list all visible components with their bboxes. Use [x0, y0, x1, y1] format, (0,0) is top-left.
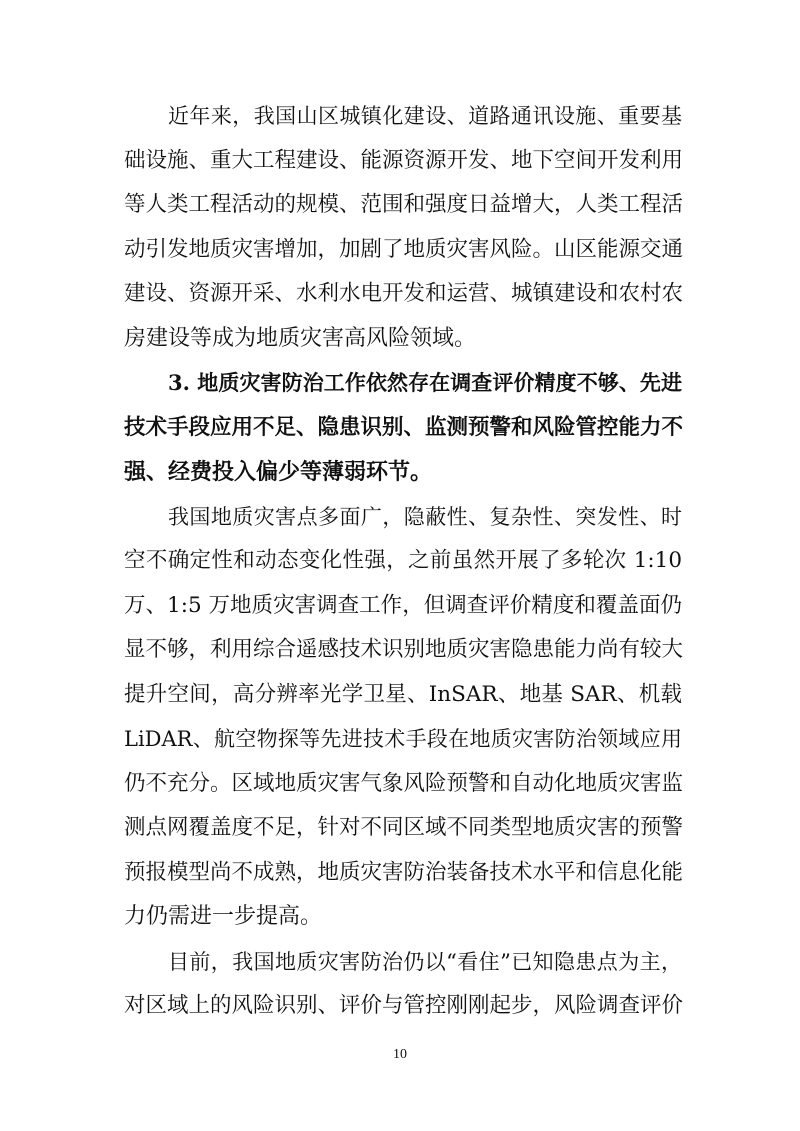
- text-line: 测点网覆盖度不足，针对不同区域不同类型地质灾害的预警: [124, 815, 684, 840]
- text-line: 目前，我国地质灾害防治仍以“看住”已知隐患点为主，: [168, 950, 682, 974]
- text-line: 等人类工程活动的规模、范围和强度日益增大，人类工程活: [124, 192, 684, 217]
- text-line: 我国地质灾害点多面广，隐蔽性、复杂性、突发性、时: [168, 505, 682, 529]
- text-line: LiDAR、航空物探等先进技术手段在地质灾害防治领域应用: [124, 727, 682, 751]
- text-line: 对区域上的风险识别、评价与管控刚刚起步，风险调查评价: [124, 993, 684, 1018]
- text-line: 提升空间，高分辨率光学卫星、InSAR、地基 SAR、机载: [124, 682, 682, 707]
- text-line: 动引发地质灾害增加，加剧了地质灾害风险。山区能源交通: [124, 237, 684, 262]
- text-line: 空不确定性和动态变化性强，之前虽然开展了多轮次 1:10: [124, 548, 682, 573]
- heading-line: 3. 地质灾害防治工作依然存在调查评价精度不够、先进: [168, 370, 682, 395]
- text-line: 建设、资源开采、水利水电开发和运营、城镇建设和农村农: [124, 281, 684, 306]
- text-line: 万、1:5 万地质灾害调查工作，但调查评价精度和覆盖面仍: [124, 593, 682, 618]
- text-line: 仍不充分。区域地质灾害气象风险预警和自动化地质灾害监: [124, 771, 684, 796]
- text-line: 显不够，利用综合遥感技术识别地质灾害隐患能力尚有较大: [124, 637, 684, 662]
- text-line: 础设施、重大工程建设、能源资源开发、地下空间开发利用: [124, 148, 684, 173]
- text-line: 房建设等成为地质灾害高风险领域。: [124, 326, 477, 351]
- heading-line: 强、经费投入偏少等薄弱环节。: [124, 459, 433, 485]
- text-line: 力仍需进一步提高。: [124, 904, 323, 929]
- text-line: 近年来，我国山区城镇化建设、道路通讯设施、重要基: [168, 104, 682, 128]
- text-line: 预报模型尚不成熟，地质灾害防治装备技术水平和信息化能: [124, 860, 684, 885]
- page-number: 10: [393, 1047, 407, 1062]
- heading-line: 技术手段应用不足、隐患识别、监测预警和风险管控能力不: [124, 415, 684, 440]
